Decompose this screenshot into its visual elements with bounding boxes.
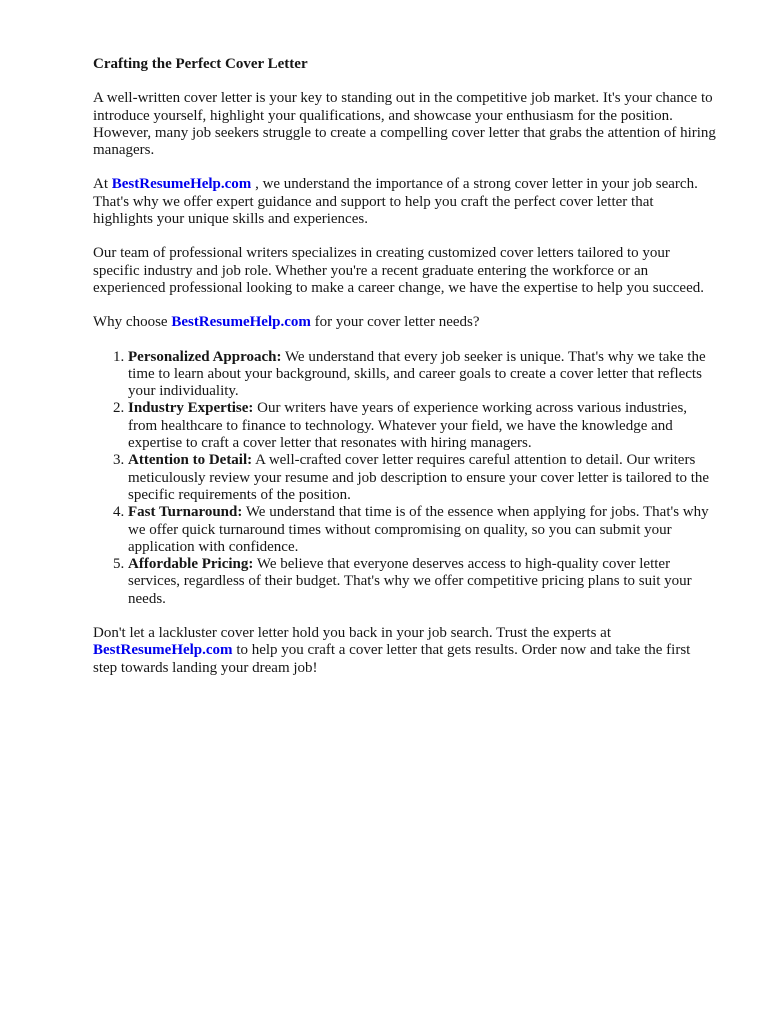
- list-item: [128, 400, 717, 452]
- list-item-text: We understand that every job seeker is unique. That's why we take the time to learn about your background, skills, and career goals to create a cover letter that reflects your individuality.: [128, 348, 706, 400]
- brand-link[interactable]: BestResumeHelp.com: [171, 314, 311, 331]
- list-item: [128, 556, 717, 608]
- list-item-text: A well-crafted cover letter requires careful attention to detail. Our writers meticulously review your resume and job description to ensure your cover letter is tailored to the specific requirements of the position.: [128, 452, 710, 503]
- paragraph-text: Why choose: [93, 314, 172, 331]
- team-paragraph: Our team of professional writers specializes in creating customized cover letters tailored to your specific industry and job role. Whether you're a recent graduate entering the workforce or an experienced professional looking to make a career change, we have the expertise to help you succeed.: [93, 245, 704, 296]
- why-choose-line: [93, 314, 717, 331]
- paragraph-text: At: [93, 176, 112, 193]
- list-item-text: We understand that time is of the essence when applying for jobs. That's why we offer quick turnaround times without compromising on quality, so you can submit your application with confidence.: [128, 504, 709, 555]
- paragraph-text: for your cover letter needs?: [310, 314, 480, 331]
- brand-intro-paragraph: [93, 176, 717, 228]
- paragraph-text: Don't let a lackluster cover letter hold you back in your job search. Trust the experts at: [93, 625, 611, 642]
- paragraph-text: to help you craft a cover letter that gets results. Order now and take the first step towards landing your dream job!: [93, 642, 691, 676]
- list-item-label: Personalized Approach:: [128, 348, 282, 365]
- list-item-label: Industry Expertise:: [128, 400, 254, 417]
- list-item-text: We believe that everyone deserves access to high-quality cover letter services, regardless of their budget. That's why we offer competitive pricing plans to suit your needs.: [128, 556, 692, 607]
- document-title: Crafting the Perfect Cover Letter: [93, 56, 308, 72]
- brand-link[interactable]: BestResumeHelp.com: [111, 176, 252, 193]
- intro-paragraph: A well-written cover letter is your key to standing out in the competitive job market. It's your chance to introduce yourself, highlight your qualifications, and showcase your enthusiasm for the position. However, many job seekers struggle to create a compelling cover letter that grabs the attention of hiring managers.: [93, 90, 716, 159]
- paragraph-text: , we understand the importance of a strong cover letter in your job search. That's why we offer expert guidance and support to help you craft the perfect cover letter that highlights your unique skills and experiences.: [93, 176, 698, 228]
- benefits-list: [93, 349, 717, 608]
- list-item-label: Attention to Detail:: [128, 452, 253, 469]
- closing-paragraph: [93, 625, 717, 677]
- brand-link[interactable]: BestResumeHelp.com: [93, 642, 233, 659]
- list-item: [128, 452, 717, 504]
- list-item: [128, 349, 717, 401]
- list-item-label: Affordable Pricing:: [128, 556, 254, 573]
- list-item-label: Fast Turnaround:: [128, 504, 243, 521]
- list-item-text: Our writers have years of experience working across various industries, from healthcare to finance to technology. Whatever your field, we have the knowledge and expertise to craft a cover letter that resonates with hiring managers.: [128, 400, 688, 452]
- list-item: [128, 504, 717, 556]
